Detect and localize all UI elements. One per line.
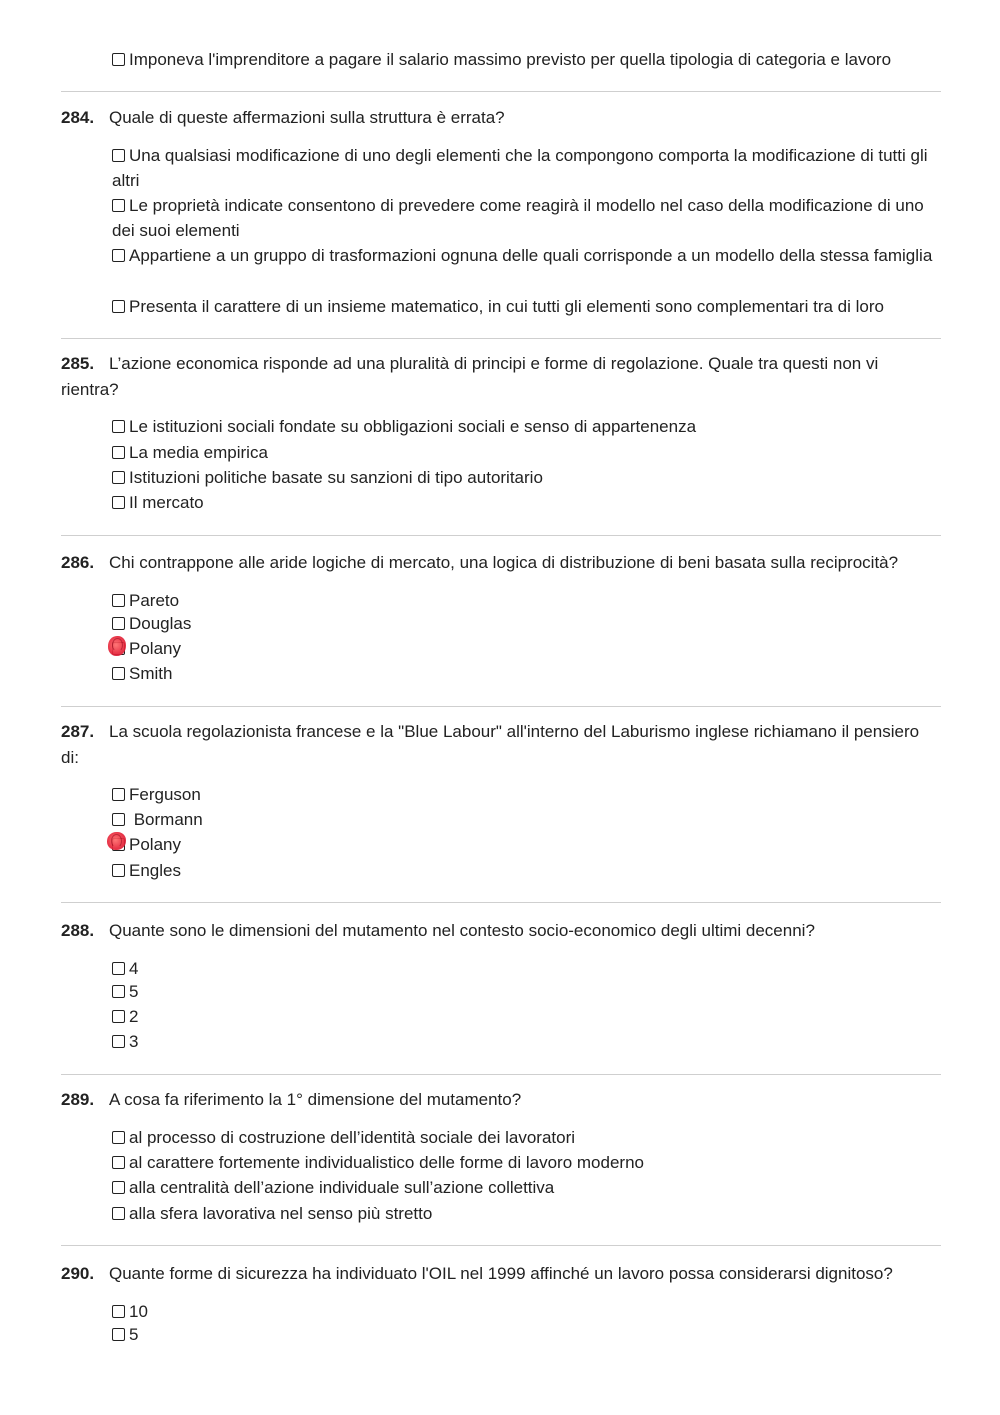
question-289: [61, 1087, 931, 1113]
checkbox[interactable]: [112, 864, 125, 877]
checkbox[interactable]: [112, 1207, 125, 1220]
checkbox[interactable]: [112, 1156, 125, 1169]
checkbox[interactable]: [112, 1035, 125, 1048]
option-287-2[interactable]: [112, 807, 942, 832]
checkbox[interactable]: [112, 594, 125, 607]
checkbox[interactable]: [112, 53, 125, 66]
red-mark-icon: [107, 832, 126, 850]
option-label: Una qualsiasi modificazione di uno degli elementi che la compongono comporta la modificazione di tutti gli altri: [112, 146, 928, 190]
checkbox[interactable]: [112, 199, 125, 212]
checkbox[interactable]: [112, 813, 125, 826]
option-288-4[interactable]: [112, 1029, 942, 1054]
option-289-3[interactable]: [112, 1175, 942, 1200]
option-285-4[interactable]: [112, 490, 942, 515]
question-290: [61, 1261, 931, 1287]
option-label: La media empirica: [129, 443, 268, 462]
option-289-1[interactable]: [112, 1125, 942, 1150]
checkbox[interactable]: [112, 1181, 125, 1194]
option-label: 2: [129, 1007, 139, 1026]
checkbox[interactable]: [112, 667, 125, 680]
question-number: 288.: [61, 921, 95, 940]
option-286-3[interactable]: [112, 636, 942, 661]
option-label: Presenta il carattere di un insieme matematico, in cui tutti gli elementi sono complementari tra di loro: [129, 297, 884, 316]
option-286-4[interactable]: [112, 661, 942, 686]
option-284-1[interactable]: [112, 143, 942, 193]
question-284: [61, 105, 931, 131]
question-number: 287.: [61, 722, 95, 741]
question-text: La scuola regolazionista francese e la "Blue Labour" all'interno del Laburismo inglese richiamano il pensiero di:: [61, 722, 920, 767]
question-text: Chi contrappone alle aride logiche di mercato, una logica di distribuzione di beni basata sulla reciprocità?: [109, 553, 899, 572]
option-label: Douglas: [129, 614, 192, 633]
option-label: Bormann: [129, 810, 203, 829]
option-label: Le proprietà indicate consentono di prevedere come reagirà il modello nel caso della modificazione di uno dei suoi elementi: [112, 196, 924, 240]
option-284-3[interactable]: [112, 243, 942, 268]
question-number: 286.: [61, 553, 95, 572]
divider: [61, 1245, 941, 1246]
option-290-1[interactable]: [112, 1299, 942, 1324]
option-289-4[interactable]: [112, 1201, 942, 1226]
checkbox[interactable]: [112, 617, 125, 630]
option-label: alla centralità dell’azione individuale sull’azione collettiva: [129, 1178, 555, 1197]
checkbox[interactable]: [112, 962, 125, 975]
checkbox[interactable]: [112, 1131, 125, 1144]
option-285-1[interactable]: [112, 414, 942, 439]
checkbox[interactable]: [112, 249, 125, 262]
question-text: Quante forme di sicurezza ha individuato l'OIL nel 1999 affinché un lavoro possa considerarsi dignitoso?: [109, 1264, 893, 1283]
divider: [61, 535, 941, 536]
option-285-2[interactable]: [112, 440, 942, 465]
checkbox[interactable]: [112, 496, 125, 509]
option-label: Ferguson: [129, 785, 201, 804]
option-label: 5: [129, 1325, 139, 1344]
option-288-3[interactable]: [112, 1004, 942, 1029]
option-289-2[interactable]: [112, 1150, 942, 1175]
divider: [61, 338, 941, 339]
option-285-3[interactable]: [112, 465, 942, 490]
option-carryover[interactable]: [112, 47, 942, 72]
question-text: Quale di queste affermazioni sulla struttura è errata?: [109, 108, 505, 127]
option-290-2[interactable]: [112, 1322, 942, 1347]
option-label: 3: [129, 1032, 139, 1051]
option-label: Smith: [129, 664, 173, 683]
option-label: Engles: [129, 861, 181, 880]
divider: [61, 902, 941, 903]
option-288-1[interactable]: [112, 956, 942, 981]
question-number: 284.: [61, 108, 95, 127]
question-text: A cosa fa riferimento la 1° dimensione del mutamento?: [109, 1090, 522, 1109]
option-288-2[interactable]: [112, 979, 942, 1004]
option-label: 5: [129, 982, 139, 1001]
option-label: 10: [129, 1302, 148, 1321]
question-288: [61, 918, 931, 944]
question-text: Quante sono le dimensioni del mutamento nel contesto socio-economico degli ultimi decenni?: [109, 921, 815, 940]
option-287-1[interactable]: [112, 782, 942, 807]
option-label: Il mercato: [129, 493, 204, 512]
question-number: 290.: [61, 1264, 95, 1283]
option-287-4[interactable]: [112, 858, 942, 883]
option-label: Pareto: [129, 591, 180, 610]
option-label: 4: [129, 959, 139, 978]
option-label: al processo di costruzione dell’identità sociale dei lavoratori: [129, 1128, 576, 1147]
divider: [61, 1074, 941, 1075]
question-285: [61, 351, 931, 403]
checkbox[interactable]: [112, 1305, 125, 1318]
checkbox[interactable]: [112, 1010, 125, 1023]
option-label: Polany: [129, 639, 181, 658]
option-label: al carattere fortemente individualistico delle forme di lavoro moderno: [129, 1153, 644, 1172]
option-label: Le istituzioni sociali fondate su obbligazioni sociali e senso di appartenenza: [129, 417, 697, 436]
option-284-4[interactable]: [112, 294, 942, 319]
checkbox[interactable]: [112, 471, 125, 484]
checkbox[interactable]: [112, 985, 125, 998]
option-284-2[interactable]: [112, 193, 942, 243]
checkbox[interactable]: [112, 420, 125, 433]
question-number: 285.: [61, 354, 95, 373]
checkbox[interactable]: [112, 788, 125, 801]
divider: [61, 91, 941, 92]
option-286-2[interactable]: [112, 611, 942, 636]
option-label: Imponeva l'imprenditore a pagare il salario massimo previsto per quella tipologia di categoria e lavoro: [129, 50, 892, 69]
option-label: alla sfera lavorativa nel senso più stretto: [129, 1204, 433, 1223]
checkbox[interactable]: [112, 1328, 125, 1341]
option-label: Polany: [129, 835, 181, 854]
question-286: [61, 550, 931, 576]
red-mark-icon: [108, 636, 126, 656]
checkbox[interactable]: [112, 446, 125, 459]
checkbox[interactable]: [112, 149, 125, 162]
option-287-3[interactable]: [112, 832, 942, 857]
question-text: L’azione economica risponde ad una pluralità di principi e forme di regolazione. Quale tra questi non vi rientra?: [61, 354, 879, 399]
option-label: Istituzioni politiche basate su sanzioni di tipo autoritario: [129, 468, 543, 487]
question-287: [61, 719, 931, 771]
question-number: 289.: [61, 1090, 95, 1109]
option-label: Appartiene a un gruppo di trasformazioni ognuna delle quali corrisponde a un modello della stessa famiglia: [129, 246, 933, 265]
option-286-1[interactable]: [112, 588, 942, 613]
divider: [61, 706, 941, 707]
checkbox[interactable]: [112, 300, 125, 313]
